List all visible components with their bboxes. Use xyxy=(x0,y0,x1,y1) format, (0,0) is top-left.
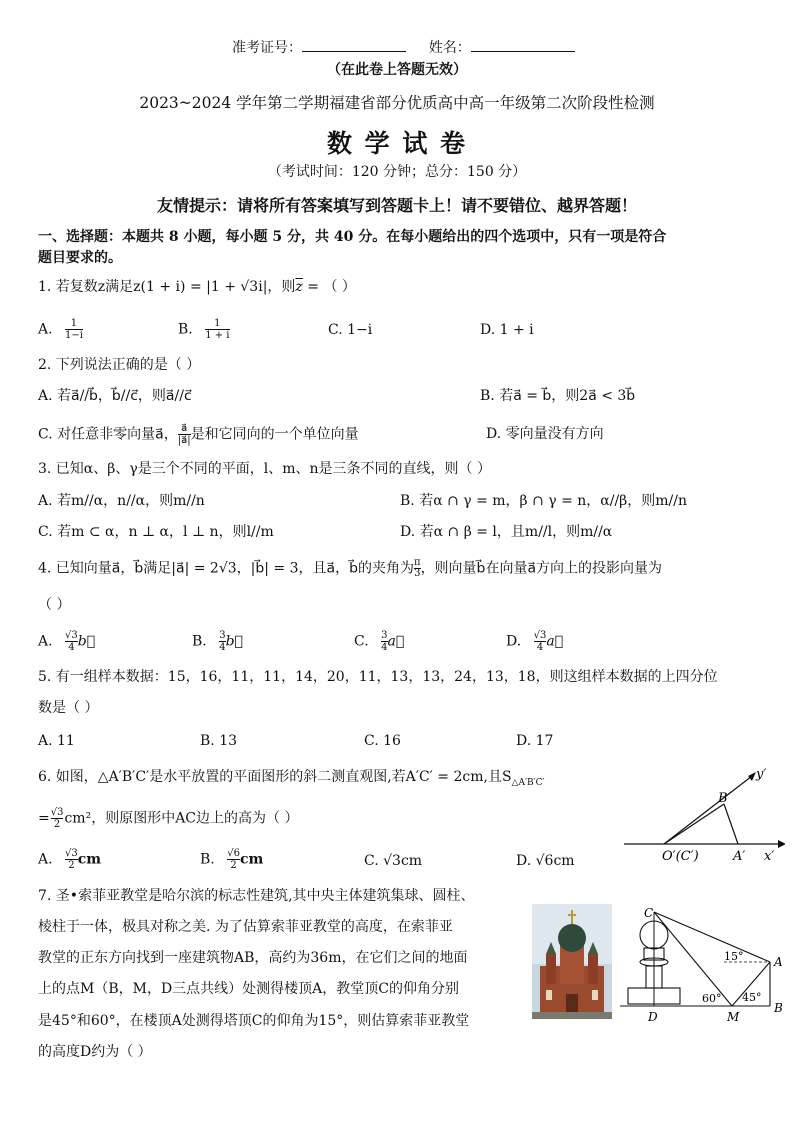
line-ca xyxy=(654,912,770,962)
time-info: （考试时间：120 分钟；总分：150 分） xyxy=(267,164,527,180)
q6-option-d[interactable]: D. √6cm xyxy=(516,853,575,869)
q7-line1: 7. 圣•索菲亚教堂是哈尔滨的标志性建筑,其中央主体建筑集球、圆柱、 xyxy=(38,888,475,904)
q2-option-b[interactable]: B. 若a⃗ = b⃗，则2a⃗ < 3b⃗ xyxy=(480,388,636,404)
cathedral-photo xyxy=(532,904,612,1019)
q4-option-a[interactable]: A. $\frac{√3}{4}$ b⃗ xyxy=(38,630,96,653)
label-b: B xyxy=(774,1001,783,1015)
q6-oblique-figure xyxy=(620,762,785,872)
q4-stem-end: （ ） xyxy=(38,597,71,613)
q5-option-d[interactable]: D. 17 xyxy=(516,733,554,749)
angle-60: 60° xyxy=(702,992,722,1005)
angle-45: 45° xyxy=(742,991,762,1004)
label-o: O′(C′) xyxy=(662,849,699,864)
x-axis-arrow xyxy=(778,840,785,848)
q7-line6: 的高度D约为（ ） xyxy=(38,1044,152,1060)
q7-geometry-figure xyxy=(620,902,790,1027)
q6-stem-line2: = $\frac{√3}{2}$ cm²，则原图形中AC边上的高为（ ） xyxy=(38,807,299,830)
label-c: C xyxy=(644,906,654,920)
page-title: 数 学 试 卷 xyxy=(326,129,468,158)
q7-line2: 棱柱于一体，极具对称之美. 为了估算索菲亚教堂的高度，在索菲亚 xyxy=(38,919,453,935)
q2-option-a[interactable]: A. 若a⃗//b⃗，b⃗//c⃗，则a⃗//c⃗ xyxy=(38,388,192,404)
ticket-number-field[interactable] xyxy=(302,37,406,52)
q6-option-c[interactable]: C. √3cm xyxy=(364,853,423,869)
name-label: 姓名： xyxy=(428,40,471,56)
q1-option-d[interactable]: D. 1 + i xyxy=(480,322,534,338)
q6-option-a[interactable]: A. $\frac{√3}{2}$ cm xyxy=(38,848,102,871)
y-axis xyxy=(664,776,752,844)
tip: 友情提示：请将所有答案填写到答题卡上！请不要错位、越界答题！ xyxy=(156,196,637,215)
label-x: x′ xyxy=(764,849,775,864)
section1-line1: 一、选择题：本题共 8 小题，每小题 5 分，共 40 分。在每小题给出的四个选项中，只有一项是符合 xyxy=(38,229,667,245)
q7-line5: 是45°和60°，在楼顶A处测得塔顶C的仰角为15°，则估算索菲亚教堂 xyxy=(38,1013,470,1029)
q4-option-c[interactable]: C. $\frac{3}{4}$ a⃗ xyxy=(354,630,405,653)
label-d: D xyxy=(648,1010,658,1024)
q5-stem-line2: 数是（ ） xyxy=(38,700,99,716)
label-a: A xyxy=(774,955,783,969)
q4-stem: 4. 已知向量a⃗，b⃗满足|a⃗| = 2√3，|b⃗| = 3，且a⃗，b⃗的夹角为 $\frac{\pi}{3}$ ，则向量b⃗在向量a⃗方向上的投影向量为 xyxy=(38,557,663,579)
name-field[interactable] xyxy=(471,37,575,52)
section1-line2: 题目要求的。 xyxy=(38,250,122,266)
q7-line4: 上的点M（B，M，D三点共线）处测得楼顶A，教堂顶C的仰角分别 xyxy=(38,981,460,997)
q3-stem: 3. 已知α、β、γ是三个不同的平面，l、m、n是三条不同的直线，则（ ） xyxy=(38,461,491,477)
ticket-number-row xyxy=(232,37,575,58)
q5-stem-line1: 5. 有一组样本数据：15，16，11，11，14，20，11，13，13，24，13，18，则这组样本数据的上四分位 xyxy=(38,669,718,685)
side-ba xyxy=(724,804,738,844)
ticket-label: 准考证号： xyxy=(232,40,302,56)
q2-stem: 2. 下列说法正确的是（ ） xyxy=(38,357,201,373)
q5-option-a[interactable]: A. 11 xyxy=(38,733,75,749)
q2-option-d[interactable]: D. 零向量没有方向 xyxy=(486,426,604,442)
q1-option-a[interactable]: A. $\frac{1}{1-i}$ xyxy=(38,318,83,341)
q4-option-d[interactable]: D. $\frac{√3}{4}$ a⃗ xyxy=(506,630,564,653)
q1-stem: 1. 若复数z满足z(1 + i) = |1 + √3i|，则$\overline{z}$ = （ ） xyxy=(38,279,356,295)
q1-option-c[interactable]: C. 1−i xyxy=(328,322,373,338)
q2-option-c[interactable]: C. 对任意非零向量a⃗， $\frac{a⃗}{|a⃗|}$ 是和它同向的一个单位向量 xyxy=(38,423,359,446)
q3-option-d[interactable]: D. 若α ∩ β = l，且m//l，则m//α xyxy=(400,524,613,540)
label-b: B′ xyxy=(718,791,731,806)
invalid-note: （在此卷上答题无效） xyxy=(327,62,467,78)
q5-option-b[interactable]: B. 13 xyxy=(200,733,238,749)
label-y: y′ xyxy=(756,767,767,782)
q3-option-b[interactable]: B. 若α ∩ γ = m，β ∩ γ = n，α//β，则m//n xyxy=(400,493,687,509)
label-a: A′ xyxy=(733,849,746,864)
q6-stem-line1: 6. 如图，△A′B′C′是水平放置的平面图形的斜二测直观图,若A′C′ = 2cm,且$S_{\triangle A'B'C'}$ xyxy=(38,769,545,788)
angle-15: 15° xyxy=(724,950,744,963)
q3-option-c[interactable]: C. 若m ⊂ α，n ⊥ α，l ⊥ n，则l//m xyxy=(38,524,274,540)
label-m: M xyxy=(727,1010,740,1024)
y-axis-arrow xyxy=(748,772,756,781)
exam-series: 2023~2024 学年第二学期福建省部分优质高中高一年级第二次阶段性检测 xyxy=(139,94,655,112)
q1-option-b[interactable]: B. $\frac{1}{1 + i}$ xyxy=(178,318,230,341)
q7-line3: 教堂的正东方向找到一座建筑物AB，高约为36m，在它们之间的地面 xyxy=(38,950,468,966)
q3-option-a[interactable]: A. 若m//α，n//α，则m//n xyxy=(38,493,205,509)
q6-option-b[interactable]: B. $\frac{√6}{2}$ cm xyxy=(200,848,264,871)
side-ob xyxy=(664,804,724,844)
q5-option-c[interactable]: C. 16 xyxy=(364,733,401,749)
q4-option-b[interactable]: B. $\frac{3}{4}$ b⃗ xyxy=(192,630,243,653)
